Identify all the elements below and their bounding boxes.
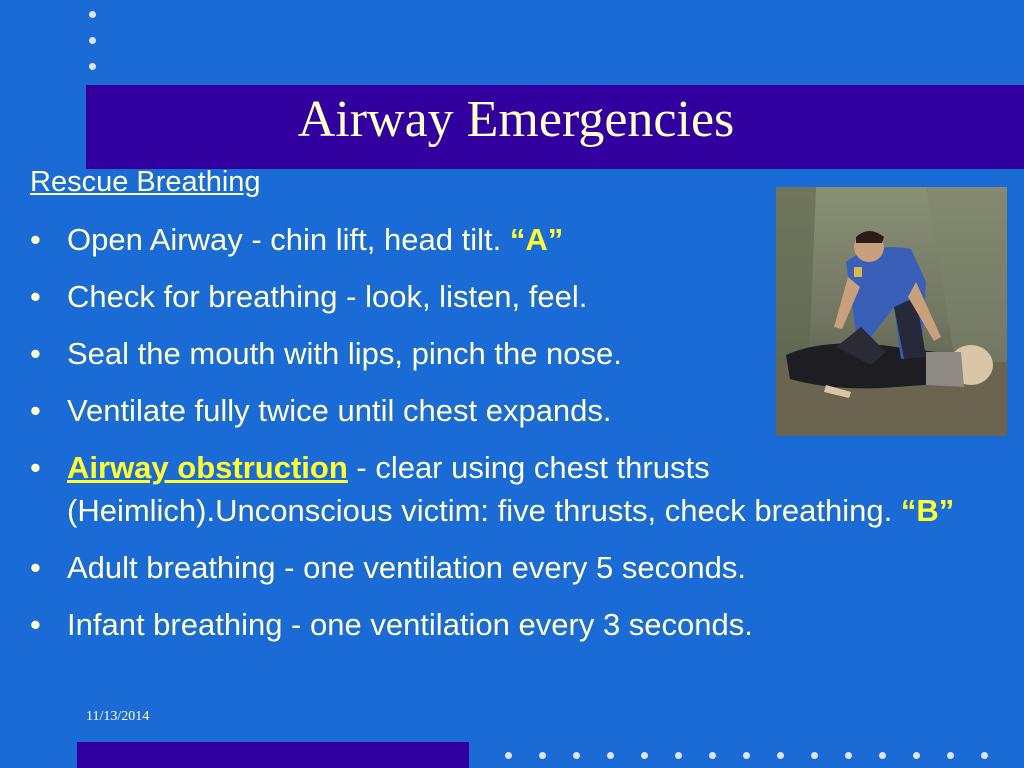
dot-icon	[89, 63, 96, 70]
dot-icon	[879, 752, 886, 759]
bullet-icon: •	[30, 550, 41, 585]
bullet-text: Check for breathing - look, listen, feel.	[67, 279, 588, 314]
dot-icon	[981, 752, 988, 759]
dot-icon	[811, 752, 818, 759]
dot-icon	[743, 752, 750, 759]
rescue-scene-icon	[776, 187, 1007, 436]
bullet-highlight: “A”	[509, 222, 564, 257]
footer-band	[77, 742, 469, 768]
dot-icon	[947, 752, 954, 759]
subheading: Rescue Breathing	[30, 166, 261, 198]
dot-icon	[607, 752, 614, 759]
dot-icon	[89, 11, 96, 18]
bullet-item	[30, 603, 980, 646]
bullet-text: Infant breathing - one ventilation every 3 seconds.	[67, 607, 753, 642]
bullet-text: - clear using chest thrusts (Heimlich).Unconscious victim: five thrusts, check breathing.	[67, 450, 901, 528]
decorative-dots-vertical	[89, 11, 99, 73]
bullet-text: Ventilate fully twice until chest expands.	[67, 393, 612, 428]
dot-icon	[913, 752, 920, 759]
decorative-dots-horizontal	[505, 752, 1024, 762]
dot-icon	[89, 37, 96, 44]
dot-icon	[539, 752, 546, 759]
bullet-item	[30, 546, 980, 589]
bullet-icon: •	[30, 607, 41, 642]
dot-icon	[675, 752, 682, 759]
dot-icon	[505, 752, 512, 759]
dot-icon	[777, 752, 784, 759]
bullet-icon: •	[30, 279, 41, 314]
dot-icon	[845, 752, 852, 759]
dot-icon	[641, 752, 648, 759]
dot-icon	[709, 752, 716, 759]
bullet-item	[30, 446, 980, 532]
bullet-lead: Airway obstruction	[67, 450, 348, 485]
bullet-icon: •	[30, 222, 41, 257]
dot-icon	[573, 752, 580, 759]
bullet-text: Open Airway - chin lift, head tilt.	[67, 222, 510, 257]
bullet-icon: •	[30, 336, 41, 371]
bullet-text: Adult breathing - one ventilation every 5 seconds.	[67, 550, 746, 585]
slide-date: 11/13/2014	[86, 709, 150, 724]
bullet-icon: •	[30, 450, 41, 485]
bullet-highlight: “B”	[900, 493, 955, 528]
bullet-icon: •	[30, 393, 41, 428]
slide-title: Airway Emergencies	[297, 91, 735, 148]
rescue-breathing-photo	[776, 187, 1007, 436]
bullet-text: Seal the mouth with lips, pinch the nose.	[67, 336, 622, 371]
